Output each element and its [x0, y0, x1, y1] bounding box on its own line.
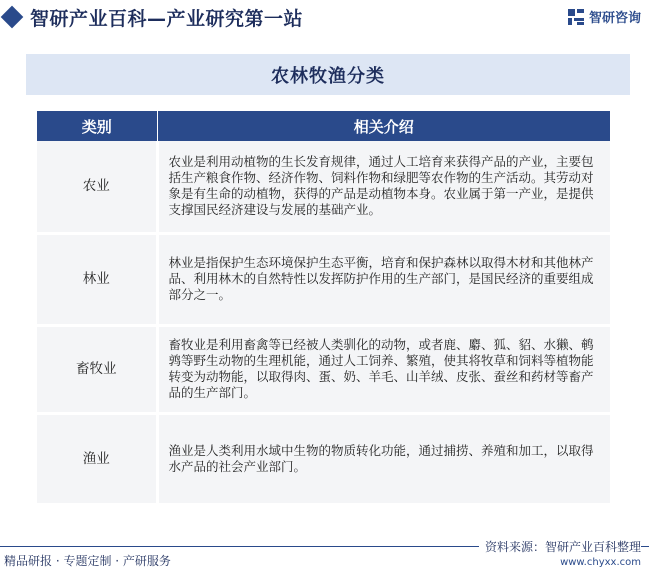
row-category: 林业 — [37, 233, 157, 325]
footer-source: 资料来源：智研产业百科整理 — [479, 538, 641, 555]
table-header-row — [37, 111, 610, 141]
page-header — [0, 0, 649, 36]
row-description: 畜牧业是利用畜禽等已经被人类驯化的动物，或者鹿、麝、狐、貂、水獭、鹌鹑等野生动物的生理机能，通过人工饲养、繁殖，使其将牧草和饲料等植物能转变为动物能，以取得肉、蛋、奶、羊毛、山羊绒、皮张、蚕丝和药材等畜产品的生产部门。 — [157, 325, 610, 413]
diamond-icon — [1, 6, 24, 29]
brand[interactable] — [567, 7, 641, 26]
footer-services: 精品研报 · 专题定制 · 产研服务 — [4, 554, 171, 568]
footer-url[interactable]: www.chyxx.com — [560, 557, 641, 568]
table-row — [37, 233, 610, 325]
table-row — [37, 413, 610, 504]
brand-name: 智研咨询 — [588, 11, 641, 26]
row-category: 农业 — [37, 141, 157, 233]
row-category: 畜牧业 — [37, 325, 157, 413]
table-row — [37, 141, 610, 233]
row-category: 渔业 — [37, 413, 157, 504]
classification-table — [37, 111, 610, 506]
column-header-description: 相关介绍 — [157, 111, 610, 141]
zhiyan-logo-icon — [567, 8, 585, 26]
row-description: 林业是指保护生态环境保护生态平衡，培育和保护森林以取得木材和其他林产品、利用林木的自然特性以发挥防护作用的生产部门，是国民经济的重要组成部分之一。 — [157, 233, 610, 325]
table-row — [37, 325, 610, 413]
column-header-category: 类别 — [37, 111, 157, 141]
subtitle-bar — [26, 54, 630, 95]
row-description: 渔业是人类利用水域中生物的物质转化功能，通过捕捞、养殖和加工，以取得水产品的社会产业部门。 — [157, 413, 610, 504]
subtitle: 农林牧渔分类 — [271, 65, 385, 87]
page-title: 智研产业百科—产业研究第一站 — [30, 8, 304, 30]
row-description: 农业是利用动植物的生长发育规律，通过人工培育来获得产品的产业，主要包括生产粮食作物、经济作物、饲料作物和绿肥等农作物的生产活动。其劳动对象是有生命的动植物，获得的产品是动植物本身。农业属于第一产业，是提供支撑国民经济建设与发展的基础产业。 — [157, 141, 610, 233]
